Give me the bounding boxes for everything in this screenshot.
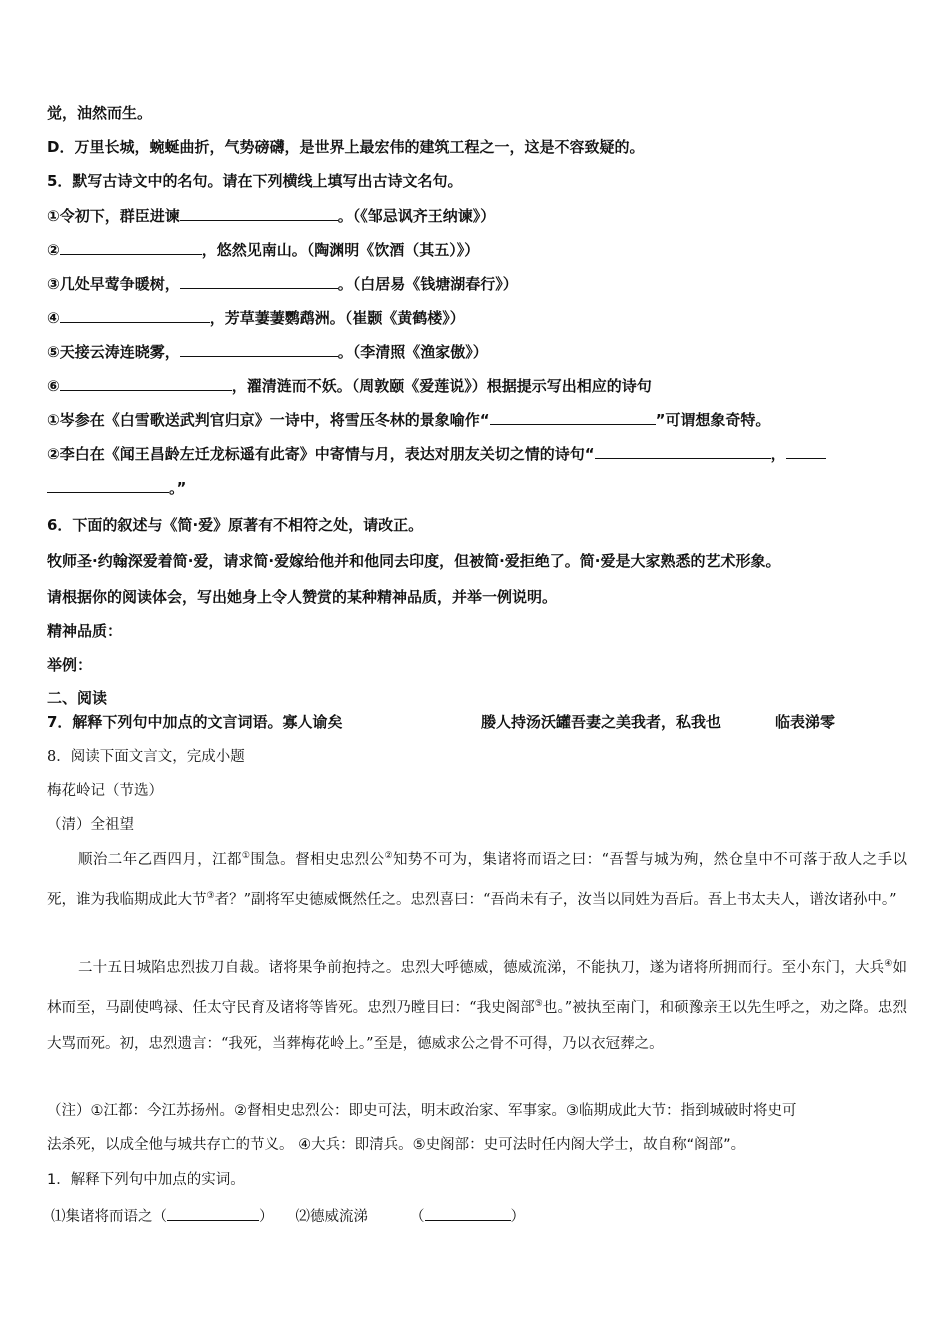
passage-text: 也。”被执至南门，和硕豫亲王以先生呼之，劝之降。忠烈大骂而死。初，忠烈遗言：“我死，当葬梅花岭上。”至是，德威求公之骨不可得，乃以衣冠葬之。 — [47, 999, 907, 1052]
line-text: ③几处早莺争暖树， — [47, 275, 180, 293]
passage-text: 围急。督相史忠烈公 — [250, 851, 385, 868]
item-paren: ） — [510, 1209, 525, 1225]
passage-text: 者？”副将军史德威慨然任之。忠烈喜曰：“吾尚未有子，汝当以同姓为吾后。吾上书太夫人，谱汝诸孙中。” — [214, 891, 897, 908]
passage-paragraph-2 — [47, 946, 907, 1062]
footnote-marker: ⑤ — [534, 998, 543, 1009]
q4-option-c-tail: 觉，油然而生。 — [47, 104, 153, 122]
answer-blank[interactable] — [180, 341, 338, 357]
answer-blank[interactable] — [60, 307, 210, 323]
line-text: ② — [47, 241, 60, 259]
answer-blank[interactable] — [180, 273, 338, 289]
q5-line-2 — [47, 239, 479, 260]
line-text: ②李白在《闻王昌龄左迁龙标遥有此寄》中寄情与月，表达对朋友关切之情的诗句“ — [47, 445, 595, 463]
line-text: ④ — [47, 309, 60, 327]
passage-text: 知势不可为，集诸将而语之曰：“吾誓与城为殉，然仓皇中不可落于敌人之手以死，谁为我临期成此大节 — [47, 851, 907, 908]
answer-blank[interactable] — [180, 205, 338, 221]
answer-blank[interactable] — [47, 477, 169, 493]
item-paren: ） — [259, 1209, 274, 1225]
item-paren: （ — [410, 1209, 425, 1225]
q7-item-3: 临表涕零 — [775, 713, 836, 731]
line-source: 。（白居易《钱塘湖春行》） — [337, 275, 518, 293]
passage-notes-2: 法杀死，以成全他与城共存亡的节义。 ④大兵：即清兵。⑤史阁部：史可法时任内阁大学士，故自称“阁部”。 — [47, 1137, 746, 1153]
q8-sub-1-stem: 1．解释下列句中加点的实词。 — [47, 1172, 245, 1188]
line-source: 。（《邹忌讽齐王纳谏》） — [337, 207, 496, 225]
footnote-marker: ② — [384, 851, 393, 861]
comma: ， — [770, 445, 786, 463]
line-text: ①岑参在《白雪歌送武判官归京》一诗中，将雪压冬林的景象喻作“ — [47, 411, 490, 429]
q5-line-1 — [47, 205, 495, 226]
footnote-marker: ③ — [206, 890, 215, 901]
item-text: ⑵德威流涕 — [295, 1209, 368, 1225]
q5-stem — [47, 171, 462, 191]
q4-option-d — [47, 137, 644, 157]
q6-line-1: 牧师圣·约翰深爱着简·爱，请求简·爱嫁给他并和他同去印度，但被简·爱拒绝了。简·爱是大家熟悉的艺术形象。 — [47, 552, 781, 570]
q7-item-2: 媵人持汤沃罐吾妻之美我者，私我也 — [481, 713, 722, 731]
answer-blank[interactable] — [425, 1205, 511, 1221]
passage-notes-1: （注）①江都：今江苏扬州。②督相史忠烈公：即史可法，明末政治家、军事家。③临期成此大节：指到城破时将史可 — [47, 1103, 797, 1119]
q5-line-5 — [47, 341, 488, 362]
line-text-end: 。” — [169, 479, 187, 497]
passage-paragraph-1 — [47, 838, 907, 918]
option-text: 万里长城，蜿蜒曲折，气势磅礴，是世界上最宏伟的建筑工程之一，这是不容致疑的。 — [74, 138, 645, 156]
q6-quality-label: 精神品质： — [47, 622, 123, 640]
footnote-marker: ④ — [884, 959, 893, 969]
answer-blank[interactable] — [490, 409, 656, 425]
section-heading: 二、阅读 — [47, 689, 108, 707]
line-source: ，濯清涟而不妖。（周敦颐《爱莲说》）根据提示写出相应的诗句 — [231, 377, 652, 395]
q6-example-label: 举例： — [47, 656, 93, 674]
passage-text: 如林而至，马副使鸣禄、任太守民育及诸将等皆死。忠烈乃瞠目曰：“我史阁部 — [47, 959, 907, 1016]
line-text: ⑥ — [47, 377, 60, 395]
q6-line-2: 请根据你的阅读体会，写出她身上令人赞赏的某种精神品质，并举一例说明。 — [47, 588, 558, 606]
line-text: ⑤天接云涛连晓雾， — [47, 343, 180, 361]
passage-text: 二十五日城陷忠烈拔刀自裁。诸将果争前抱持之。忠烈大呼德威，德威流涕，不能执刀，遂为诸将所拥而行。至小东门，大兵 — [78, 959, 885, 976]
passage-text: 顺治二年乙酉四月，江都 — [78, 851, 242, 868]
answer-blank[interactable] — [786, 443, 826, 459]
q5-sub-2-cont — [47, 477, 186, 498]
answer-blank[interactable] — [60, 375, 232, 391]
line-source: ，悠然见南山。（陶渊明《饮酒（其五）》） — [201, 241, 480, 259]
passage-author: （清）全祖望 — [47, 817, 134, 833]
q6-stem: 6．下面的叙述与《简·爱》原著有不相符之处，请改正。 — [47, 516, 424, 534]
q8-stem: 8．阅读下面文言文，完成小题 — [47, 749, 245, 765]
q7-stem: 7．解释下列句中加点的文言词语。寡人谕矣 — [47, 713, 343, 731]
footnote-marker: ① — [241, 851, 251, 861]
question-text: 5．默写古诗文中的名句。请在下列横线上填写出古诗文名句。 — [47, 172, 463, 190]
answer-blank[interactable] — [595, 443, 771, 459]
line-source: 。（李清照《渔家傲》） — [337, 343, 488, 361]
q5-line-3 — [47, 273, 518, 294]
passage-title: 梅花岭记（节选） — [47, 783, 163, 799]
line-source: ，芳草萋萋鹦鹉洲。（崔颢《黄鹤楼》） — [209, 309, 465, 327]
answer-blank[interactable] — [167, 1205, 259, 1221]
option-label: D． — [47, 138, 75, 156]
q5-line-4 — [47, 307, 465, 328]
answer-blank[interactable] — [60, 239, 202, 255]
q5-sub-2 — [47, 443, 826, 464]
q8-sub-1-items — [51, 1205, 525, 1227]
q5-sub-1 — [47, 409, 770, 430]
q5-line-6 — [47, 375, 652, 396]
line-text-end: ”可谓想象奇特。 — [655, 411, 771, 429]
item-text: ⑴集诸将而语之（ — [51, 1209, 167, 1225]
line-text: ①令初下，群臣进谏 — [47, 207, 180, 225]
